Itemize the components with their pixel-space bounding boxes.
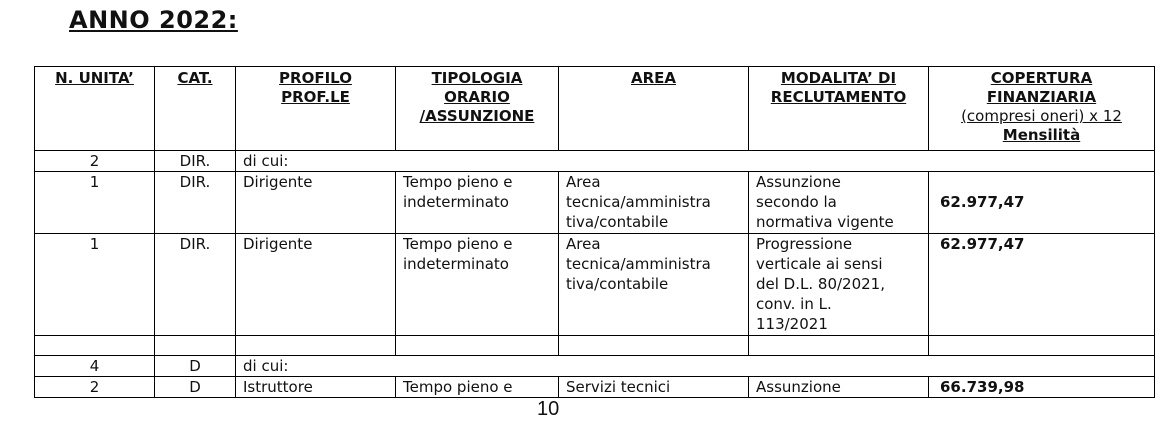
- cell-copertura: 62.977,47: [929, 172, 1155, 234]
- cell-copertura: 62.977,47: [929, 234, 1155, 336]
- header-area: AREA: [559, 67, 749, 151]
- empty-cell: [236, 336, 396, 356]
- cell-n-unita: 1: [35, 172, 155, 234]
- cell-note: di cui:: [236, 356, 1155, 377]
- cell-profilo: Istruttore: [236, 377, 396, 398]
- cell-cat: D: [155, 356, 236, 377]
- header-row: [35, 67, 1155, 151]
- cell-cat: DIR.: [155, 234, 236, 336]
- cell-profilo: Dirigente: [236, 234, 396, 336]
- empty-cell: [35, 336, 155, 356]
- cell-modalita: Assunzione secondo la normativa vigente: [749, 172, 929, 234]
- cell-n-unita: 2: [35, 151, 155, 172]
- table-row: [35, 356, 1155, 377]
- empty-cell: [929, 336, 1155, 356]
- cell-n-unita: 2: [35, 377, 155, 398]
- cell-copertura: 66.739,98: [929, 377, 1155, 398]
- cell-cat: DIR.: [155, 151, 236, 172]
- cell-profilo: Dirigente: [236, 172, 396, 234]
- empty-cell: [559, 336, 749, 356]
- empty-row: [35, 336, 1155, 356]
- header-n-unita: N. UNITA’: [35, 67, 155, 151]
- table-row: [35, 234, 1155, 336]
- cell-modalita: Assunzione: [749, 377, 929, 398]
- cell-modalita: Progressione verticale ai sensi del D.L. 80/2021, conv. in L. 113/2021: [749, 234, 929, 336]
- cell-tipologia: Tempo pieno e indeterminato: [396, 172, 559, 234]
- cell-cat: DIR.: [155, 172, 236, 234]
- cell-tipologia: Tempo pieno e: [396, 377, 559, 398]
- header-modalita: MODALITA’ DI RECLUTAMENTO: [749, 67, 929, 151]
- empty-cell: [749, 336, 929, 356]
- page-number: 10: [537, 398, 560, 420]
- cell-n-unita: 4: [35, 356, 155, 377]
- cell-cat: D: [155, 377, 236, 398]
- table-row: [35, 377, 1155, 398]
- cell-n-unita: 1: [35, 234, 155, 336]
- cell-tipologia: Tempo pieno e indeterminato: [396, 234, 559, 336]
- cell-area: Servizi tecnici: [559, 377, 749, 398]
- recruitment-table: [34, 66, 1155, 398]
- cell-area: Area tecnica/amministra tiva/contabile: [559, 234, 749, 336]
- table-row: [35, 151, 1155, 172]
- empty-cell: [396, 336, 559, 356]
- cell-area: Area tecnica/amministra tiva/contabile: [559, 172, 749, 234]
- table-row: [35, 172, 1155, 234]
- section-title: ANNO 2022:: [69, 6, 238, 34]
- header-tipologia: TIPOLOGIA ORARIO /ASSUNZIONE: [396, 67, 559, 151]
- header-copertura: COPERTURA FINANZIARIA (compresi oneri) x 12 Mensilità: [929, 67, 1155, 151]
- header-profilo: PROFILO PROF.LE: [236, 67, 396, 151]
- cell-note: di cui:: [236, 151, 1155, 172]
- header-cat: CAT.: [155, 67, 236, 151]
- empty-cell: [155, 336, 236, 356]
